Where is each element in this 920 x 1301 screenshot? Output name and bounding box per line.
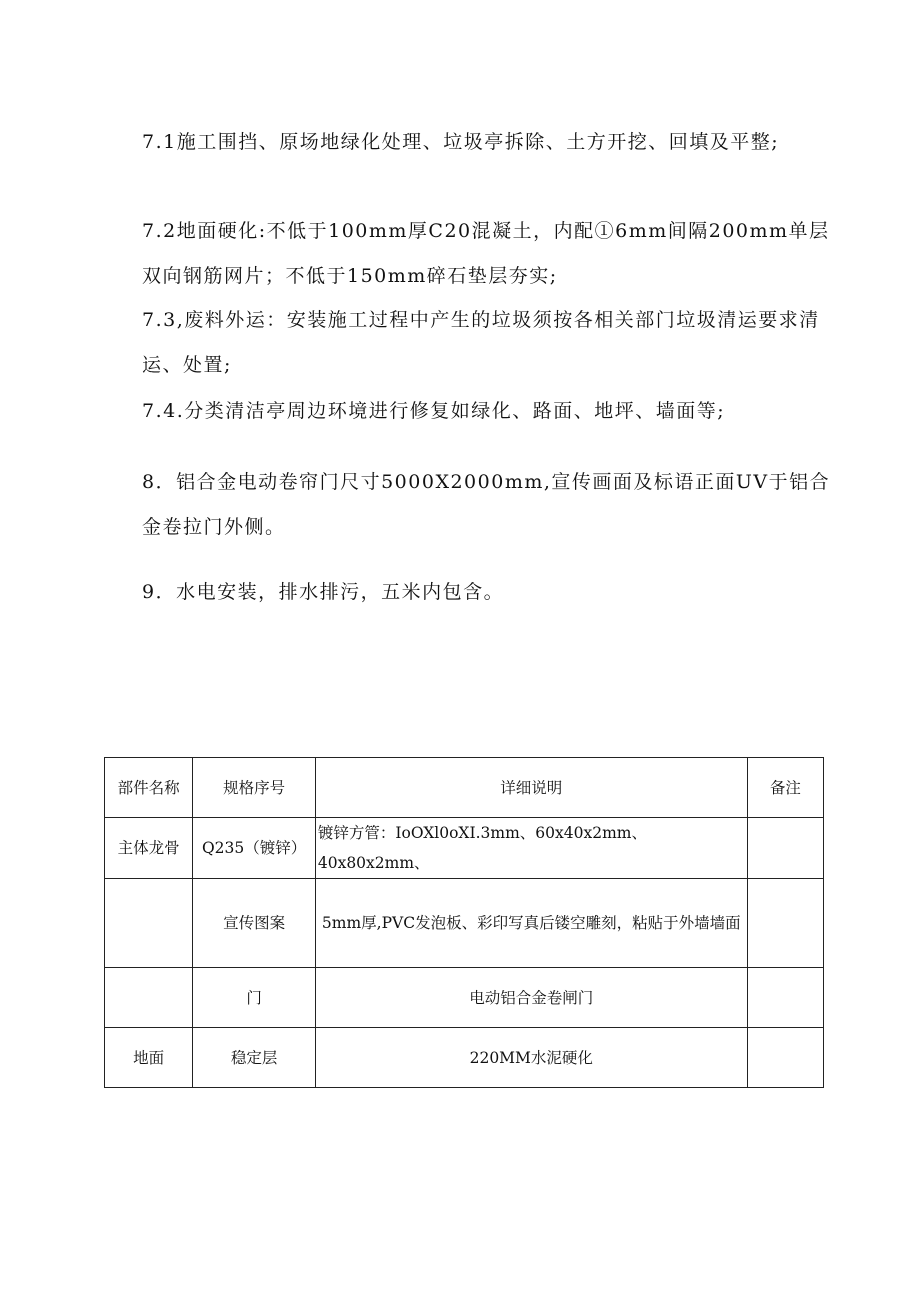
header-spec-number: 规格序号 [193,758,316,818]
cell-description: 电动铝合金卷闸门 [315,968,747,1028]
cell-component [105,879,193,968]
cell-remarks [747,818,823,879]
cell-spec: 稳定层 [193,1028,316,1088]
cell-remarks [747,968,823,1028]
paragraph-7-1: 7.1施工围挡、原场地绿化处理、垃圾亭拆除、土方开挖、回填及平整; [142,131,780,153]
cell-description: 镀锌方管：IoOXl0oXI.3mm、60x40x2mm、40x80x2mm、 [315,818,747,879]
cell-description: 5mm厚,PVC发泡板、彩印写真后镂空雕刻，粘贴于外墙墙面 [315,879,747,968]
spec-table [104,757,824,1088]
cell-component [105,968,193,1028]
cell-spec: 宣传图案 [193,879,316,968]
cell-component: 主体龙骨 [105,818,193,879]
table-row [105,1028,824,1088]
cell-remarks [747,1028,823,1088]
paragraph-7-2: 7.2地面硬化:不低于100mm厚C20混凝土，内配①6mm间隔200mm单层双向钢筋网片；不低于150mm碎石垫层夯实; [142,220,830,287]
paragraph-9: 9．水电安装，排水排污，五米内包含。 [142,581,505,603]
table-row [105,879,824,968]
cell-remarks [747,879,823,968]
cell-spec: 门 [193,968,316,1028]
paragraph-7-3: 7.3,废料外运：安装施工过程中产生的垃圾须按各相关部门垃圾清运要求清运、处置; [142,309,820,376]
table-header-row [105,758,824,818]
paragraph-7-4: 7.4.分类清洁亭周边环境进行修复如绿化、路面、地坪、墙面等; [142,400,726,422]
header-component-name: 部件名称 [105,758,193,818]
cell-component: 地面 [105,1028,193,1088]
table-row [105,968,824,1028]
cell-description: 220MM水泥硬化 [315,1028,747,1088]
header-remarks: 备注 [747,758,823,818]
cell-spec: Q235（镀锌） [193,818,316,879]
header-description: 详细说明 [315,758,747,818]
table-row [105,818,824,879]
paragraph-8: 8．铝合金电动卷帘门尺寸5000X2000mm,宣传画面及标语正面UV于铝合金卷拉门外侧。 [142,471,831,538]
